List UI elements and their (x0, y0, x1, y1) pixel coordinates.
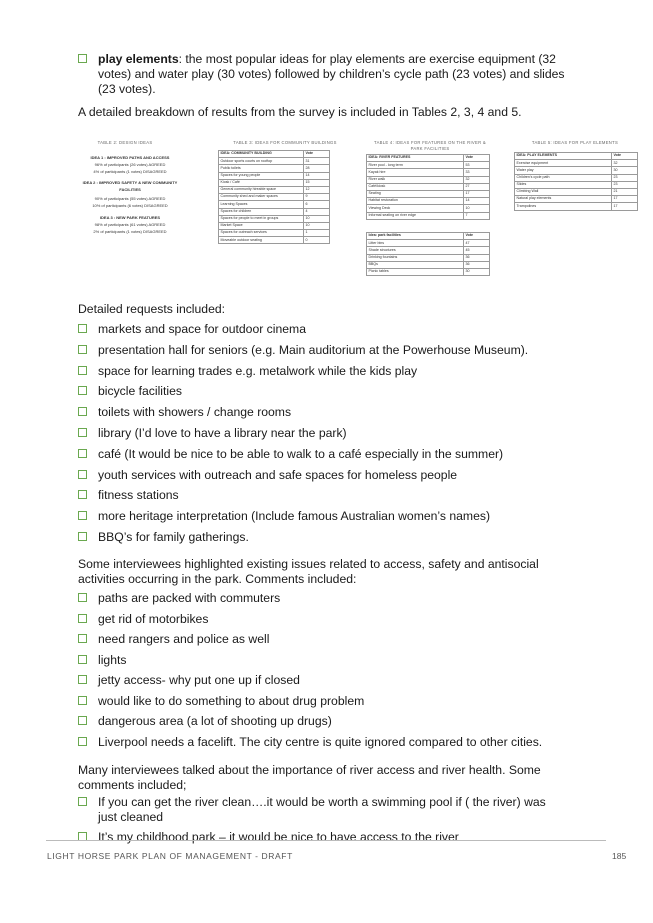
table-header-cell: Idea: park facilities (367, 233, 464, 240)
table-cell-vote: 7 (464, 212, 490, 219)
table-cell-label: Learning Spaces (219, 201, 304, 208)
table-cell-label: River pool - long term (367, 162, 464, 169)
table-cell-vote: 36 (464, 254, 490, 261)
table-row (219, 222, 330, 229)
checkbox-bullet-icon (78, 449, 87, 458)
checkbox-bullet-icon (78, 511, 87, 520)
request-item (78, 364, 568, 379)
table-cell-label: BBQs (367, 261, 464, 268)
request-item (78, 343, 568, 358)
footer-title: LIGHT HORSE PARK PLAN OF MANAGEMENT - DRAFT (47, 851, 293, 861)
table-cell-vote: 10 (464, 205, 490, 212)
table-cell-vote: 6 (304, 201, 330, 208)
bullet-bold-term: play elements (98, 52, 179, 66)
table-row (367, 261, 490, 268)
checkbox-bullet-icon (78, 797, 87, 806)
table2-idea-heading: IDEA 1 : IMPROVED PATHS AND ACCESS (90, 155, 170, 160)
bullet-text: dangerous area (a lot of shooting up drugs) (98, 714, 332, 728)
table-header-cell: Vote (464, 155, 490, 162)
table-row (219, 194, 330, 201)
bullet-text: toilets with showers / change rooms (98, 405, 292, 420)
checkbox-bullet-icon (78, 366, 87, 375)
issue-item (78, 673, 568, 688)
table-cell-vote: 1 (304, 230, 330, 237)
bullet-rest: : the most popular ideas for play elements are exercise equipment (32 votes) and water play (30 votes) followed by children’s cycle path (23 votes) and slides (23 votes). (98, 52, 565, 96)
request-item (78, 468, 568, 483)
checkbox-bullet-icon (78, 470, 87, 479)
table4-river-features (366, 154, 490, 220)
table-cell-vote: 45 (464, 247, 490, 254)
bullet-text: markets and space for outdoor cinema (98, 322, 306, 336)
table-row (219, 237, 330, 244)
bullet-text: would like to do something to about drug problem (98, 693, 365, 708)
table-row (515, 160, 638, 167)
table-header-cell: Vote (464, 233, 490, 240)
table-row (515, 174, 638, 181)
table4-park-facilities (366, 232, 490, 276)
table-cell-label: Moveable outdoor seating (219, 237, 304, 244)
issues-intro: Some interviewees highlighted existing issues related to access, safety and antisocial activities occurring in the park. Comments included: (78, 557, 539, 586)
table-header-row (367, 233, 490, 240)
table-cell-label: General community hireable space (219, 186, 304, 193)
table-row (367, 190, 490, 197)
table-cell-label: Market Space (219, 222, 304, 229)
checkbox-bullet-icon (78, 696, 87, 705)
bullet-text: lights (98, 652, 127, 667)
table-header-row (219, 151, 330, 158)
table-cell-label: Seating (367, 190, 464, 197)
table-row (219, 158, 330, 165)
table-cell-vote: 17 (612, 203, 638, 210)
river-intro: Many interviewees talked about the importance of river access and river health. Some comments included; (78, 763, 541, 792)
table-cell-vote: 33 (464, 169, 490, 176)
table-row (367, 212, 490, 219)
table-row (515, 167, 638, 174)
checkbox-bullet-icon (78, 737, 87, 746)
bullet-text: more heritage interpretation (Include famous Australian women’s names) (98, 509, 491, 524)
table-row (367, 162, 490, 169)
table-row (367, 268, 490, 275)
table-cell-vote: 30 (464, 268, 490, 275)
table-cell-label: Spaces for people to meet in groups (219, 215, 304, 222)
request-item (78, 384, 568, 399)
table-row (367, 254, 490, 261)
table-cell-label: Spaces for outreach services (219, 230, 304, 237)
table-cell-label: Café/kiosk (367, 183, 464, 190)
table-cell-label: Water play (515, 167, 612, 174)
table5 (514, 152, 638, 211)
river-comment-item (78, 830, 568, 845)
table-cell-vote: 9 (304, 194, 330, 201)
table2-idea-heading: IDEA 3 : NEW PARK FEATURES (99, 215, 161, 220)
table-cell-label: Slides (515, 181, 612, 188)
request-item (78, 509, 568, 524)
table-cell-vote: 21 (612, 188, 638, 195)
table2-result-line: 4% of participants (1 votes) DISAGREED (93, 169, 167, 174)
table-cell-vote: 0 (304, 237, 330, 244)
table2-idea-heading: IDEA 2 : IMPROVED SAFETY & NEW COMMUNITY (82, 180, 178, 185)
table-cell-vote: 12 (304, 186, 330, 193)
table-cell-vote: 17 (612, 196, 638, 203)
bullet-text: youth services with outreach and safe spaces for homeless people (98, 467, 458, 482)
table-header-cell: Vote (612, 153, 638, 160)
table-header-cell: Vote (304, 151, 330, 158)
table-row (515, 203, 638, 210)
bullet-text: BBQ’s for family gatherings. (98, 530, 249, 544)
checkbox-bullet-icon (78, 532, 87, 541)
table-cell-vote: 10 (304, 215, 330, 222)
request-item (78, 426, 568, 441)
table-cell-vote: 31 (304, 158, 330, 165)
bullet-text: bicycle facilities (98, 384, 182, 399)
checkbox-bullet-icon (78, 614, 87, 623)
bullet-text: Liverpool needs a facelift. The city centre is quite ignored compared to other cities. (98, 734, 543, 749)
checkbox-bullet-icon (78, 428, 87, 437)
checkbox-bullet-icon (78, 716, 87, 725)
request-item (78, 322, 568, 337)
table2-result-line: 10% of participants (6 votes) DISAGREED (92, 203, 168, 208)
table3-title: TABLE 3: IDEAS FOR COMMUNITY BUILDINGS (233, 140, 337, 145)
table2-result-line: 2% of participants (1 votes) DISAGREED (93, 229, 167, 234)
checkbox-bullet-icon (78, 634, 87, 643)
table-row (219, 165, 330, 172)
table-row (367, 176, 490, 183)
table-header-row (367, 155, 490, 162)
table-header-row (515, 153, 638, 160)
bullet-text: jetty access- why put one up if closed (98, 673, 300, 687)
table-row (515, 196, 638, 203)
issue-item (78, 632, 568, 647)
issue-item (78, 591, 568, 606)
table-cell-vote: 10 (304, 222, 330, 229)
bullet-text: café (It would be nice to be able to walk to a café especially in the summer) (98, 446, 504, 461)
request-item (78, 447, 568, 462)
table-cell-vote: 53 (464, 162, 490, 169)
bullet-text: fitness stations (98, 488, 179, 503)
table-cell-vote: 27 (464, 183, 490, 190)
table-cell-vote: 17 (464, 190, 490, 197)
table-cell-label: River walk (367, 176, 464, 183)
requests-intro: Detailed requests included: (78, 302, 226, 316)
bullet-text: presentation hall for seniors (e.g. Main auditorium at the Powerhouse Museum). (98, 342, 529, 357)
table-cell-label: Public toilets (219, 165, 304, 172)
table-cell-vote: 30 (612, 167, 638, 174)
table-cell-vote: 23 (612, 174, 638, 181)
checkbox-bullet-icon (78, 386, 87, 395)
table-cell-label: Habitat restoration (367, 198, 464, 205)
table2-result-line: 96% of participants (26 votes) AGREED (94, 162, 166, 167)
bullet-text (98, 52, 568, 97)
issue-item (78, 694, 568, 709)
table-cell-vote: 15 (304, 179, 330, 186)
table-row (515, 188, 638, 195)
table-row (367, 247, 490, 254)
table-row (515, 181, 638, 188)
issue-item (78, 653, 568, 668)
table-header-cell: IDEA: COMMUNITY BUILDING (219, 151, 304, 158)
table5-title: TABLE 5: IDEAS FOR PLAY ELEMENTS (531, 140, 619, 145)
play-elements-bullet (78, 52, 568, 97)
table-row (367, 169, 490, 176)
table-cell-vote: 14 (304, 172, 330, 179)
table2-title: TABLE 2: DESIGN IDEAS (97, 140, 153, 145)
table-cell-label: Children's cycle path (515, 174, 612, 181)
table-cell-vote: 36 (464, 261, 490, 268)
table4-title: TABLE 4: IDEAS FOR FEATURES ON THE RIVER & PARK FACILITIES (374, 140, 486, 151)
table-row (219, 172, 330, 179)
page-number: 185 (612, 851, 627, 861)
issue-item (78, 612, 568, 627)
breakdown-paragraph: A detailed breakdown of results from the survey is included in Tables 2, 3, 4 and 5. (78, 105, 522, 119)
table-row (219, 215, 330, 222)
bullet-text: need rangers and police as well (98, 632, 270, 646)
table-cell-label: Natural play elements (515, 196, 612, 203)
table-row (219, 208, 330, 215)
request-item (78, 488, 568, 503)
checkbox-bullet-icon (78, 345, 87, 354)
table-cell-label: Viewing Deck (367, 205, 464, 212)
table-header-cell: IDEA: PLAY ELEMENTS (515, 153, 612, 160)
table-row (367, 183, 490, 190)
table-cell-vote: 32 (464, 176, 490, 183)
river-comment-item (78, 795, 568, 825)
table-cell-label: Outdoor sports courts on rooftop (219, 158, 304, 165)
table-cell-label: Litter bins (367, 240, 464, 247)
table-header-cell: IDEA: RIVER FEATURES (367, 155, 464, 162)
table2-result-line: 98% of participants (61 votes) AGREED (94, 222, 166, 227)
checkbox-bullet-icon (78, 490, 87, 499)
table3 (218, 150, 330, 244)
footer-divider (46, 840, 606, 841)
table-cell-vote: 4 (304, 208, 330, 215)
table-row (367, 240, 490, 247)
table-cell-vote: 14 (464, 198, 490, 205)
table-cell-label: Spaces for young people (219, 172, 304, 179)
table-row (219, 201, 330, 208)
checkbox-bullet-icon (78, 593, 87, 602)
bullet-text: If you can get the river clean….it would be worth a swimming pool if ( the river) was just cleaned (98, 795, 546, 824)
request-item (78, 530, 568, 545)
table-cell-label: Informal seating on river edge (367, 212, 464, 219)
checkbox-bullet-icon (78, 324, 87, 333)
table-cell-label: Kiosk / Café (219, 179, 304, 186)
table-cell-vote: 23 (612, 181, 638, 188)
table-cell-label: Picnic tables (367, 268, 464, 275)
table-cell-label: Exercise equipment (515, 160, 612, 167)
issue-item (78, 735, 568, 750)
checkbox-bullet-icon (78, 655, 87, 664)
table-row (219, 186, 330, 193)
table-cell-label: Kayak hire (367, 169, 464, 176)
checkbox-bullet-icon (78, 54, 87, 63)
table2-result-line: 90% of participants (55 votes) AGREED (94, 196, 166, 201)
bullet-text: It’s my childhood park – it would be nice to have access to the river (98, 830, 459, 844)
table-row (367, 198, 490, 205)
table-cell-label: Shade structures (367, 247, 464, 254)
table-cell-label: Drinking fountains (367, 254, 464, 261)
table-row (219, 179, 330, 186)
bullet-text: space for learning trades e.g. metalwork while the kids play (98, 363, 418, 378)
bullet-text: library (I’d love to have a library near the park) (98, 426, 347, 440)
table-row (367, 205, 490, 212)
table-cell-vote: 32 (612, 160, 638, 167)
table-cell-label: Trampolines (515, 203, 612, 210)
table-cell-label: Community shed and maker spaces (219, 194, 304, 201)
bullet-text: paths are packed with commuters (98, 591, 281, 605)
issue-item (78, 714, 568, 729)
bullet-text: get rid of motorbikes (98, 611, 209, 626)
table-cell-label: Spaces for children (219, 208, 304, 215)
table-cell-vote: 28 (304, 165, 330, 172)
table2-idea-heading: FACILITIES (119, 187, 141, 192)
table-row (219, 230, 330, 237)
table-cell-label: Climbing Wall (515, 188, 612, 195)
request-item (78, 405, 568, 420)
checkbox-bullet-icon (78, 675, 87, 684)
checkbox-bullet-icon (78, 407, 87, 416)
table-cell-vote: 47 (464, 240, 490, 247)
